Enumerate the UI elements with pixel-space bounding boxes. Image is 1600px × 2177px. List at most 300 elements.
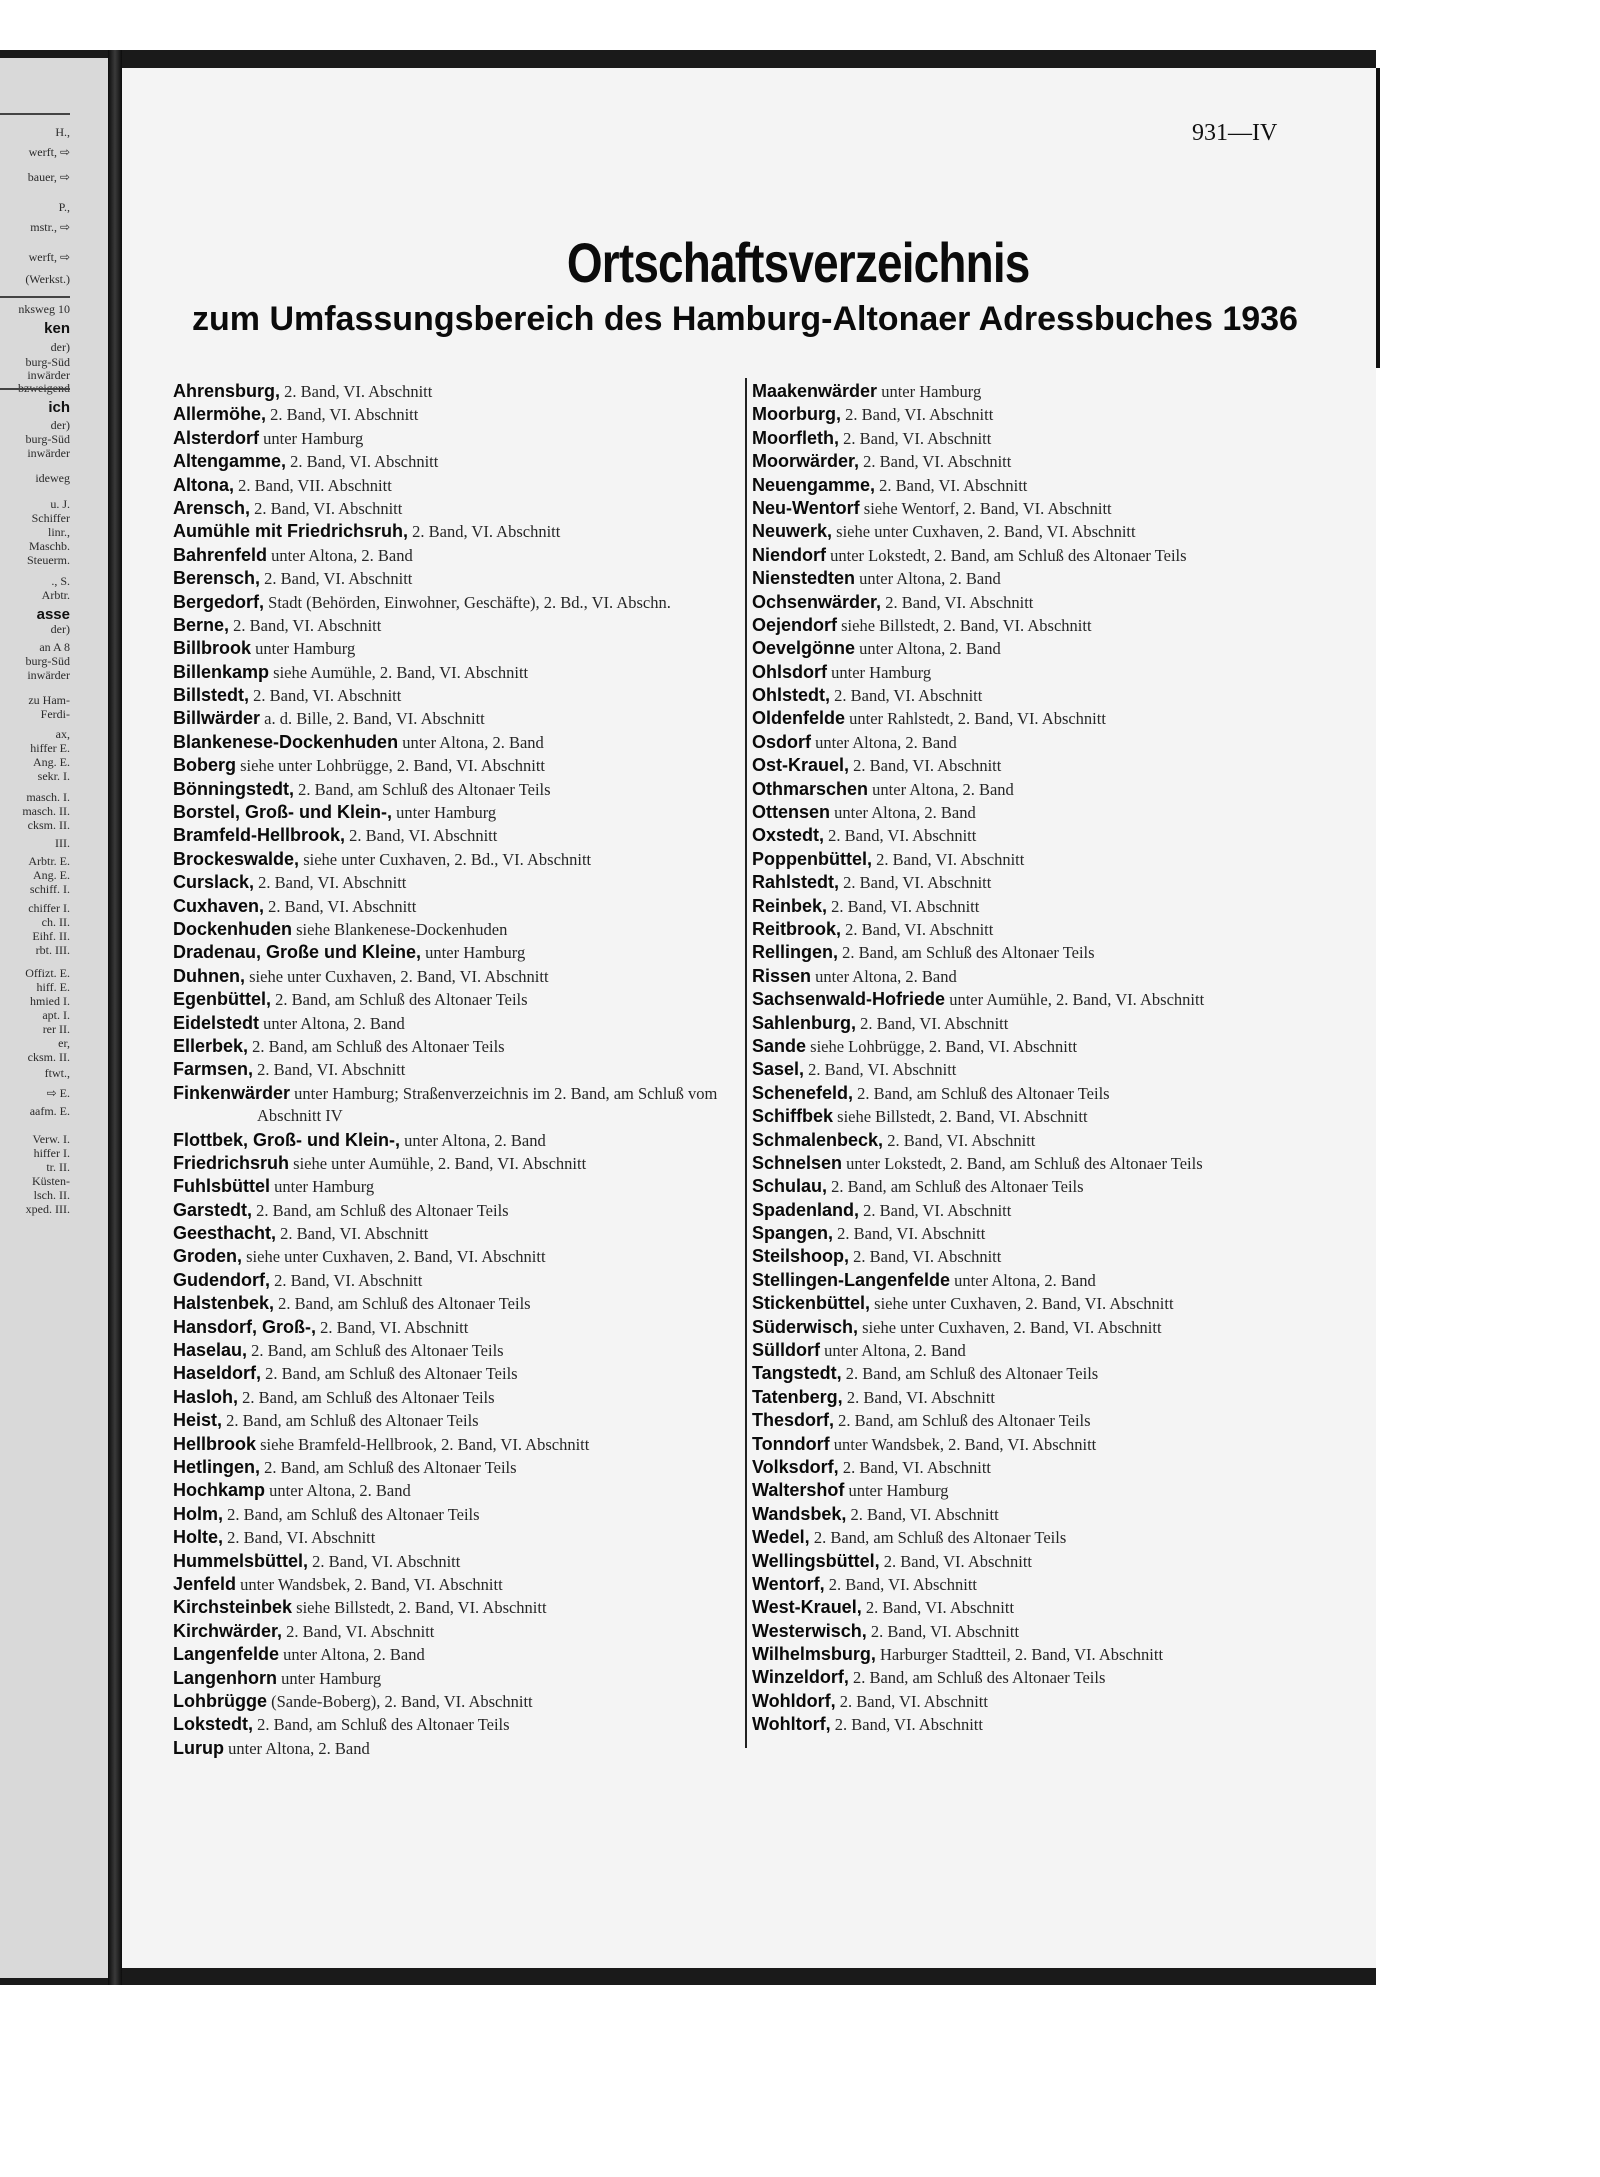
facing-page-text: Ang. E. [33, 755, 70, 769]
place-name: Süderwisch, [752, 1316, 859, 1337]
place-name: Alsterdorf [173, 427, 260, 448]
place-name: West-Krauel, [752, 1597, 862, 1618]
index-entry [752, 1596, 1322, 1619]
place-reference: 2. Band, am Schluß des Altonaer Teils [852, 1668, 1106, 1688]
facing-page-text: werft, ⇨ [28, 145, 70, 159]
index-entry-text [173, 686, 401, 705]
facing-page-text: hmied I. [30, 994, 70, 1008]
place-reference: 2. Band, am Schluß des Altonaer Teils [226, 1411, 479, 1431]
index-entry-text [173, 429, 363, 448]
facing-page-text: er, [58, 1036, 70, 1050]
index-entry-text [752, 1131, 1035, 1150]
index-entry-text [752, 593, 1033, 612]
index-entry-text [173, 826, 497, 845]
book-gutter [108, 50, 122, 1985]
place-name: Osdorf [752, 731, 812, 752]
index-entry [752, 1713, 1322, 1736]
index-entry-text [752, 1341, 966, 1360]
index-entry-text [173, 663, 528, 682]
index-entry-text [752, 780, 1014, 799]
index-entry [173, 965, 743, 988]
place-name: Halstenbek, [173, 1293, 275, 1314]
place-name: Lurup [173, 1737, 224, 1758]
place-reference: 2. Band, VI. Abschnitt [284, 382, 433, 401]
index-entry-text [173, 476, 392, 495]
place-reference: unter Lokstedt, 2. Band, am Schluß des Altonaer Teils [846, 1153, 1203, 1173]
index-entry [752, 1409, 1322, 1432]
place-reference: 2. Band, VI. Abschnitt [274, 1270, 423, 1290]
index-entry-text [752, 1645, 1163, 1664]
index-entry [173, 1245, 743, 1268]
index-entry [173, 1386, 743, 1409]
index-entry [752, 614, 1322, 637]
place-reference: unter Altona, 2. Band [271, 545, 413, 565]
place-reference: unter Altona, 2. Band [859, 639, 1001, 659]
facing-page-text: u. J. [50, 497, 70, 511]
place-reference: 2. Band, VI. Abschnitt [876, 849, 1025, 869]
place-reference: 2. Band, am Schluß des Altonaer Teils [845, 1364, 1099, 1384]
index-entry [752, 403, 1322, 426]
facing-page-text: hiffer I. [33, 1146, 70, 1160]
place-name: Eidelstedt [173, 1012, 260, 1033]
place-reference: siehe Blankenese-Dockenhuden [296, 919, 508, 939]
place-name: Haselau, [173, 1340, 248, 1361]
index-entry-text [173, 1481, 411, 1500]
facing-page-text: cksm. II. [27, 1050, 70, 1064]
place-reference: 2. Band, am Schluß des Altonaer Teils [257, 1715, 510, 1735]
index-entry [752, 988, 1322, 1011]
index-entry [752, 1175, 1322, 1198]
index-entry [752, 918, 1322, 941]
index-entry [173, 661, 743, 684]
place-name: Cuxhaven, [173, 895, 265, 916]
index-entry [752, 1690, 1322, 1713]
index-entry [173, 707, 743, 730]
facing-page-text: Schiffer [31, 511, 70, 525]
index-entry [173, 474, 743, 497]
facing-page-text: burg-Süd [25, 355, 70, 369]
place-name: Farmsen, [173, 1059, 254, 1080]
place-reference: unter Hamburg [255, 639, 356, 659]
index-entry-text [752, 1715, 983, 1734]
place-name: Wohldorf, [752, 1690, 836, 1711]
index-entry-text [752, 990, 1204, 1009]
place-reference: 2. Band, VI. Abschnitt [853, 1247, 1002, 1267]
place-name: Nienstedten [752, 568, 856, 589]
facing-page-text: burg-Süd [25, 432, 70, 446]
index-entry-text [173, 1294, 531, 1313]
place-name: Duhnen, [173, 965, 245, 986]
place-name: Hetlingen, [173, 1456, 261, 1477]
facing-page-text: lsch. II. [33, 1188, 70, 1202]
place-name: Heist, [173, 1410, 223, 1431]
index-entry [173, 1175, 743, 1198]
index-entry-text [173, 499, 402, 518]
index-entry [752, 591, 1322, 614]
index-entry [173, 1152, 743, 1175]
index-entry-text [752, 897, 979, 916]
facing-page-rule [0, 113, 70, 115]
place-reference: 2. Band, VI. Abschnitt [828, 826, 977, 846]
facing-page-text: werft, ⇨ [28, 250, 70, 264]
index-entry-text [173, 1014, 405, 1033]
place-name: Bahrenfeld [173, 544, 268, 565]
index-entry [752, 895, 1322, 918]
index-entry-text [173, 382, 432, 401]
place-reference: siehe unter Cuxhaven, 2. Band, VI. Abschnitt [874, 1294, 1174, 1314]
place-reference: 2. Band, am Schluß des Altonaer Teils [227, 1504, 480, 1524]
facing-page-text: ich [48, 399, 70, 416]
index-entry-text [173, 1082, 743, 1127]
index-entry-text [752, 1318, 1162, 1337]
index-entry-text [173, 780, 551, 799]
index-entry [752, 731, 1322, 754]
place-name: Dockenhuden [173, 918, 293, 939]
place-name: Bramfeld-Hellbrook, [173, 825, 346, 846]
place-name: Bergedorf, [173, 591, 265, 612]
index-entry [752, 1666, 1322, 1689]
place-name: Niendorf [752, 544, 826, 565]
place-reference: a. d. Bille, 2. Band, VI. Abschnitt [264, 709, 485, 729]
index-entry [752, 1269, 1322, 1292]
place-reference: 2. Band, VI. Abschnitt [860, 1013, 1009, 1033]
place-reference: siehe Billstedt, 2. Band, VI. Abschnitt [296, 1598, 547, 1618]
place-reference: 2. Band, VI. Abschnitt [227, 1528, 376, 1548]
place-name: Friedrichsruh [173, 1152, 290, 1173]
index-entry-text [752, 1084, 1110, 1103]
place-name: Reitbrook, [752, 918, 842, 939]
index-entry [752, 1199, 1322, 1222]
place-name: Wellingsbüttel, [752, 1550, 880, 1571]
place-name: Westerwisch, [752, 1620, 867, 1641]
index-entry [752, 1339, 1322, 1362]
place-name: Wentorf, [752, 1573, 825, 1594]
index-entry [752, 1526, 1322, 1549]
index-entry [173, 801, 743, 824]
place-name: Ohlsdorf [752, 661, 827, 682]
place-reference: 2. Band, VI. Abschnitt [843, 873, 992, 893]
place-reference: 2. Band, VI. Abschnitt [845, 405, 994, 425]
index-entry [752, 1082, 1322, 1105]
index-entry [173, 918, 743, 941]
index-entry-text [752, 920, 993, 939]
column-divider [745, 378, 747, 1748]
index-entry [173, 1737, 743, 1760]
facing-page-text: aafm. E. [29, 1104, 70, 1118]
index-entry-text [752, 1458, 991, 1477]
facing-page-rule [0, 296, 70, 298]
place-name: Sande [752, 1035, 807, 1056]
place-reference: 2. Band, VI. Abschnitt [865, 1598, 1015, 1618]
index-entry [752, 1152, 1322, 1175]
index-entry [173, 1433, 743, 1456]
facing-page-text: der) [50, 622, 70, 636]
place-reference: 2. Band, VI. Abschnitt [845, 919, 994, 939]
facing-page-text: der) [50, 418, 70, 432]
place-reference: 2. Band, VI. Abschnitt [842, 1457, 992, 1477]
place-name: Billbrook [173, 638, 252, 659]
index-entry [173, 684, 743, 707]
facing-page-text: Arbtr. E. [28, 854, 70, 868]
index-entry-text [173, 850, 591, 869]
place-name: Wohltorf, [752, 1714, 831, 1735]
place-name: Steilshoop, [752, 1246, 850, 1267]
place-name: Othmarschen [752, 778, 869, 799]
index-entry [752, 871, 1322, 894]
place-name: Flottbek, Groß- und Klein-, [173, 1129, 400, 1150]
place-name: Finkenwärder [173, 1082, 291, 1103]
place-name: Maakenwärder [752, 381, 878, 401]
place-name: Fuhlsbüttel [173, 1176, 270, 1197]
index-entry [173, 567, 743, 590]
place-name: Neu-Wentorf [752, 497, 860, 518]
index-entry [752, 801, 1322, 824]
index-entry-text [752, 850, 1024, 869]
index-entry-text [173, 1458, 517, 1477]
facing-page-text: zu Ham- [28, 693, 70, 707]
place-reference: 2. Band, VI. Abschnitt [320, 1317, 469, 1337]
index-entry-text [752, 1528, 1066, 1547]
place-reference: unter Hamburg [281, 1668, 382, 1688]
facing-page-text: ideweg [35, 471, 70, 485]
place-name: Blankenese-Dockenhuden [173, 731, 399, 752]
place-name: Garstedt, [173, 1199, 253, 1220]
index-entry-text [173, 1060, 405, 1079]
index-entry-text [173, 1411, 479, 1430]
place-reference: 2. Band, VI. Abschnitt [254, 498, 403, 518]
place-reference: 2. Band, am Schluß des Altonaer Teils [278, 1294, 531, 1314]
index-entry [173, 1456, 743, 1479]
place-reference: unter Wandsbek, 2. Band, VI. Abschnitt [833, 1434, 1097, 1454]
place-name: Reinbek, [752, 895, 828, 916]
index-entry-text [173, 1341, 504, 1360]
index-entry-text [752, 1060, 956, 1079]
index-entry [173, 778, 743, 801]
facing-page-text: Maschb. [29, 539, 70, 553]
index-entry-text [173, 1622, 434, 1641]
index-entry [173, 380, 743, 403]
index-entry-text [752, 569, 1001, 588]
place-name: Oejendorf [752, 614, 838, 635]
place-name: Rellingen, [752, 942, 839, 963]
facing-page-text: chiffer I. [28, 901, 70, 915]
index-entry [173, 1269, 743, 1292]
index-entry-text [173, 1528, 375, 1547]
place-name: Geesthacht, [173, 1223, 277, 1244]
place-name: Gudendorf, [173, 1269, 270, 1290]
place-reference: siehe unter Cuxhaven, 2. Band, VI. Abschnitt [862, 1317, 1162, 1337]
place-reference: unter Altona, 2. Band [815, 732, 957, 752]
index-entry-text [173, 1247, 546, 1266]
place-reference: 2. Band, am Schluß des Altonaer Teils [838, 1411, 1091, 1431]
index-entry [173, 1573, 743, 1596]
index-entry-text [752, 1435, 1096, 1454]
place-reference: 2. Band, VI. Abschnitt [846, 1387, 996, 1407]
index-entry [173, 1199, 743, 1222]
index-entry-text [173, 569, 412, 588]
facing-page-text: der) [50, 340, 70, 354]
index-entry-text [752, 639, 1001, 658]
index-entry [173, 1129, 743, 1152]
index-entry [752, 427, 1322, 450]
facing-page-text: hiffer E. [30, 741, 70, 755]
place-reference: 2. Band, am Schluß des Altonaer Teils [265, 1364, 518, 1384]
facing-page-text: Ferdi- [40, 707, 70, 721]
index-entry [752, 661, 1322, 684]
place-name: Rahlstedt, [752, 872, 840, 893]
place-reference: unter Altona, 2. Band [402, 732, 544, 752]
index-entry [173, 1035, 743, 1058]
place-name: Schiffbek [752, 1106, 834, 1127]
place-reference: unter Altona, 2. Band [872, 779, 1014, 799]
facing-page-fragment [0, 58, 108, 1978]
place-name: Haseldorf, [173, 1363, 262, 1384]
index-entry-text [752, 1505, 999, 1524]
place-name: Poppenbüttel, [752, 848, 872, 869]
index-entry-text [752, 1692, 988, 1711]
place-reference: 2. Band, VI. Abschnitt [270, 405, 419, 425]
index-entry-text [173, 873, 406, 892]
index-entry-text [173, 990, 528, 1009]
place-reference: 2. Band, VI. Abschnitt [280, 1224, 429, 1244]
index-entry-text [173, 803, 496, 822]
place-reference: 2. Band, VI. Abschnitt [264, 569, 413, 589]
index-entry-text [752, 1668, 1105, 1687]
place-reference: 2. Band, am Schluß des Altonaer Teils [252, 1036, 505, 1056]
index-entry-text [752, 1271, 1096, 1290]
index-entry [173, 1479, 743, 1502]
place-reference: 2. Band, VI. Abschnitt [870, 1621, 1020, 1641]
index-entry-text [752, 1388, 995, 1407]
index-entry [752, 520, 1322, 543]
index-entry [752, 707, 1322, 730]
index-entry [173, 1596, 743, 1619]
place-reference: 2. Band, am Schluß des Altonaer Teils [857, 1083, 1110, 1103]
place-reference: Stadt (Behörden, Einwohner, Geschäfte), 2. Bd., VI. Abschn. [268, 592, 671, 612]
place-name: Aumühle mit Friedrichsruh, [173, 521, 409, 542]
index-entry [173, 427, 743, 450]
place-reference: 2. Band, VI. Abschnitt [412, 522, 561, 542]
place-reference: unter Altona, 2. Band [815, 966, 957, 986]
place-reference: 2. Band, am Schluß des Altonaer Teils [275, 990, 528, 1010]
index-entry-text [752, 476, 1027, 495]
facing-page-text: Ang. E. [33, 868, 70, 882]
index-entry [752, 1479, 1322, 1502]
place-name: Wedel, [752, 1527, 810, 1548]
index-entry [173, 941, 743, 964]
place-reference: 2. Band, VI. Abschnitt [349, 826, 498, 846]
place-reference: unter Hamburg [425, 943, 526, 963]
place-name: Neuwerk, [752, 521, 833, 542]
place-reference: (Sande-Boberg), 2. Band, VI. Abschnitt [271, 1691, 533, 1711]
index-entry-text [752, 1481, 949, 1500]
facing-page-text: Eihf. II. [32, 929, 70, 943]
place-reference: unter Aumühle, 2. Band, VI. Abschnitt [949, 990, 1205, 1010]
index-entry-text [752, 1154, 1203, 1173]
facing-page-text: Küsten- [32, 1174, 70, 1188]
index-entry [752, 1456, 1322, 1479]
place-name: Schnelsen [752, 1152, 843, 1173]
place-reference: siehe unter Cuxhaven, 2. Band, VI. Abschnitt [249, 966, 549, 986]
index-entry-text [752, 733, 957, 752]
place-reference: siehe Aumühle, 2. Band, VI. Abschnitt [273, 662, 529, 682]
index-entry [752, 1433, 1322, 1456]
place-name: Hansdorf, Groß-, [173, 1316, 316, 1337]
place-reference: 2. Band, am Schluß des Altonaer Teils [842, 943, 1095, 963]
place-name: Oxstedt, [752, 825, 825, 846]
index-entry [752, 1386, 1322, 1409]
place-name: Moorburg, [752, 404, 841, 425]
index-entry-text [752, 1224, 985, 1243]
index-entry [173, 731, 743, 754]
index-entry-text [752, 1037, 1077, 1056]
index-column-right [752, 380, 1322, 1737]
place-reference: siehe Bramfeld-Hellbrook, 2. Band, VI. Abschnitt [260, 1434, 590, 1454]
index-entry-text [752, 1014, 1008, 1033]
place-reference: 2. Band, VI. Abschnitt [834, 1715, 983, 1735]
index-entry-text [752, 826, 976, 845]
place-name: Egenbüttel, [173, 989, 271, 1010]
facing-page-text: masch. II. [22, 804, 70, 818]
index-entry-text [752, 756, 1001, 775]
index-entry [173, 1503, 743, 1526]
index-entry-text [752, 1364, 1098, 1383]
place-name: Langenfelde [173, 1644, 280, 1665]
index-entry-text [752, 1177, 1084, 1196]
index-entry [752, 1245, 1322, 1268]
place-reference: siehe Billstedt, 2. Band, VI. Abschnitt [841, 615, 1092, 635]
index-entry-text [173, 1037, 505, 1056]
facing-page-text: ax, [55, 727, 70, 741]
index-entry-text [173, 709, 485, 728]
place-reference: 2. Band, VI. Abschnitt [233, 615, 382, 635]
place-reference: 2. Band, am Schluß des Altonaer Teils [256, 1200, 509, 1220]
place-reference: 2. Band, VI. Abschnitt [831, 896, 980, 916]
place-reference: unter Hamburg [831, 662, 932, 682]
facing-page-text: ch. II. [41, 915, 70, 929]
place-name: Brockeswalde, [173, 848, 300, 869]
index-entry [173, 1058, 743, 1081]
place-reference: 2. Band, am Schluß des Altonaer Teils [251, 1341, 504, 1361]
index-entry [752, 824, 1322, 847]
index-entry-text [173, 1739, 370, 1758]
index-entry [752, 1292, 1322, 1315]
index-entry [173, 1526, 743, 1549]
place-reference: unter Lokstedt, 2. Band, am Schluß des Altonaer Teils [830, 545, 1187, 565]
index-entry [173, 1222, 743, 1245]
index-entry [752, 1550, 1322, 1573]
page-subtitle: zum Umfassungsbereich des Hamburg-Altonaer Adressbuches 1936 [192, 300, 1298, 338]
index-entry [173, 614, 743, 637]
place-name: Holte, [173, 1527, 224, 1548]
index-entry [173, 871, 743, 894]
place-name: Jenfeld [173, 1573, 237, 1594]
place-name: Winzeldorf, [752, 1667, 849, 1688]
place-name: Lohbrügge [173, 1690, 267, 1711]
place-name: Hochkamp [173, 1480, 266, 1501]
index-entry-text [752, 546, 1187, 565]
index-entry [752, 1012, 1322, 1035]
place-reference: 2. Band, VI. Abschnitt [885, 592, 1034, 612]
index-entry [173, 1690, 743, 1713]
index-entry [752, 1573, 1322, 1596]
place-reference: 2. Band, VI. Abschnitt [290, 452, 439, 472]
index-entry-text [752, 967, 957, 986]
place-reference: 2. Band, am Schluß des Altonaer Teils [813, 1528, 1067, 1548]
facing-page-text: P., [58, 200, 70, 214]
facing-page-text: H., [55, 125, 70, 139]
place-reference: 2. Band, VI. Abschnitt [268, 896, 417, 916]
